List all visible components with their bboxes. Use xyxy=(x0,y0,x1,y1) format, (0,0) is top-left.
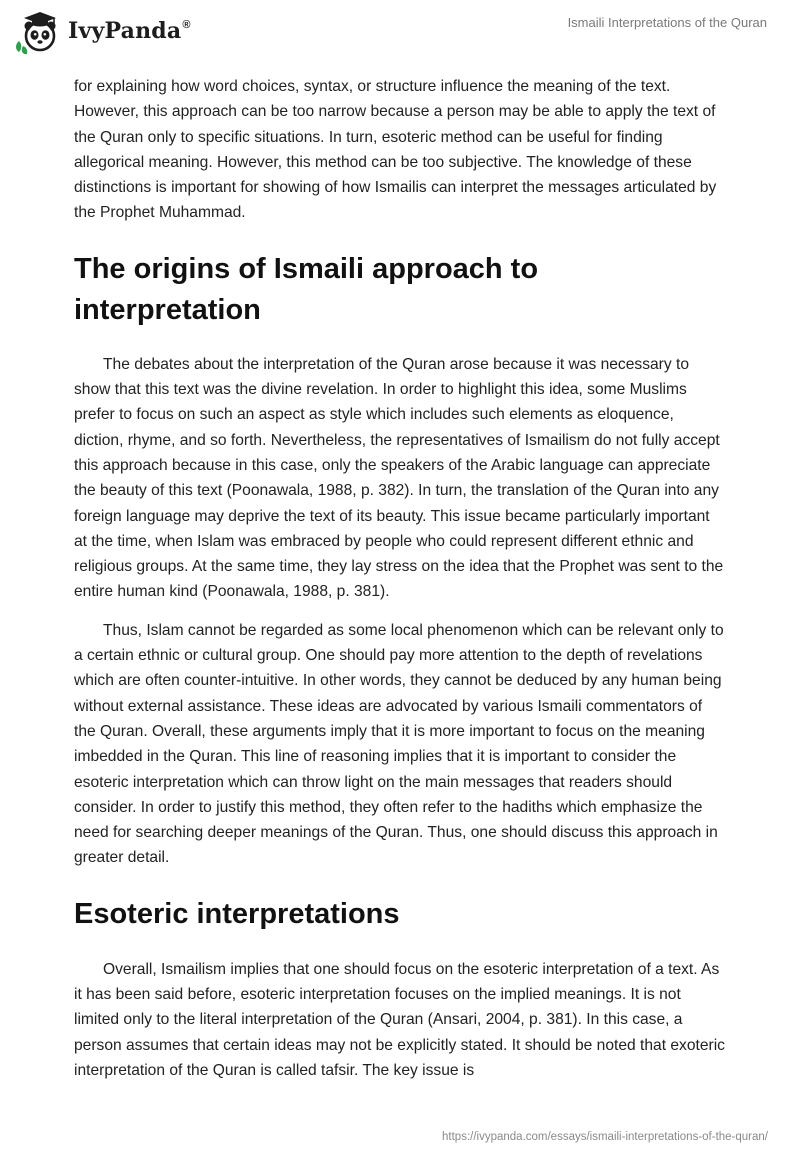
panda-graduation-cap-icon xyxy=(14,8,62,56)
registered-mark: ® xyxy=(182,19,191,31)
source-url[interactable]: https://ivypanda.com/essays/ismaili-interpretations-of-the-quran/ xyxy=(442,1131,768,1143)
intro-paragraph: for explaining how word choices, syntax, or structure influence the meaning of the text. However, this approach can be too narrow because a person may be able to apply the text of the Quran only to specific situations. In turn, esoteric method can be useful for finding allegorical meaning. However, this method can be too subjective. The knowledge of these distinctions is important for showing of how Ismailis can interpret the messages articulated by the Prophet Muhammad. xyxy=(74,78,717,222)
section-heading-esoteric: Esoteric interpretations xyxy=(74,897,400,930)
page-header xyxy=(0,0,800,64)
paragraph: The debates about the interpretation of the Quran arose because it was necessary to show that this text was the divine revelation. In order to highlight this idea, some Muslims prefer to focus on such an aspect as style which includes such elements as eloquence, diction, rhyme, and so forth. Nevertheless, the representatives of Ismailism do not fully accept this approach because in this case, only the speakers of the Arabic language can appreciate the beauty of this text (Poonawala, 1988, p. 382). In turn, the translation of the Quran into any foreign language may deprive the text of its beauty. This issue became particularly important at the time, when Islam was embraced by people who could represent different ethnic and religious groups. At the same time, they lay stress on the idea that the Prophet was sent to the entire human kind (Poonawala, 1988, p. 381). xyxy=(74,355,724,601)
essay-content xyxy=(74,74,726,1083)
paragraph: Thus, Islam cannot be regarded as some local phenomenon which can be relevant only to a certain ethnic or cultural group. One should pay more attention to the depth of revelations which are often counter-intuitive. In other words, they cannot be deduced by any human being without external assistance. These ideas are advocated by various Ismaili commentators of the Quran. Overall, these arguments imply that it is more important to focus on the meaning imbedded in the Quran. This line of reasoning implies that it is important to consider the esoteric interpretation which can throw light on the main messages that readers should consider. In order to justify this method, they often refer to the hadiths which emphasize the need for searching deeper meanings of the Quran. Thus, one should discuss this approach in greater detail. xyxy=(74,621,724,867)
ivypanda-logo[interactable] xyxy=(14,7,191,57)
paragraph: Overall, Ismailism implies that one should focus on the esoteric interpretation of a text. As it has been said before, esoteric interpretation focuses on the implied meanings. It is not limited only to the literal interpretation of the Quran (Ansari, 2004, p. 381). In this case, a person assumes that certain ideas may not be explicitly stated. It should be noted that exoteric interpretation of the Quran is called tafsir. The key issue is xyxy=(74,960,725,1079)
brand-name: IvyPanda® xyxy=(68,18,191,44)
document-title: Ismaili Interpretations of the Quran xyxy=(567,15,767,30)
section-heading-origins: The origins of Ismaili approach to interpretation xyxy=(74,252,539,326)
